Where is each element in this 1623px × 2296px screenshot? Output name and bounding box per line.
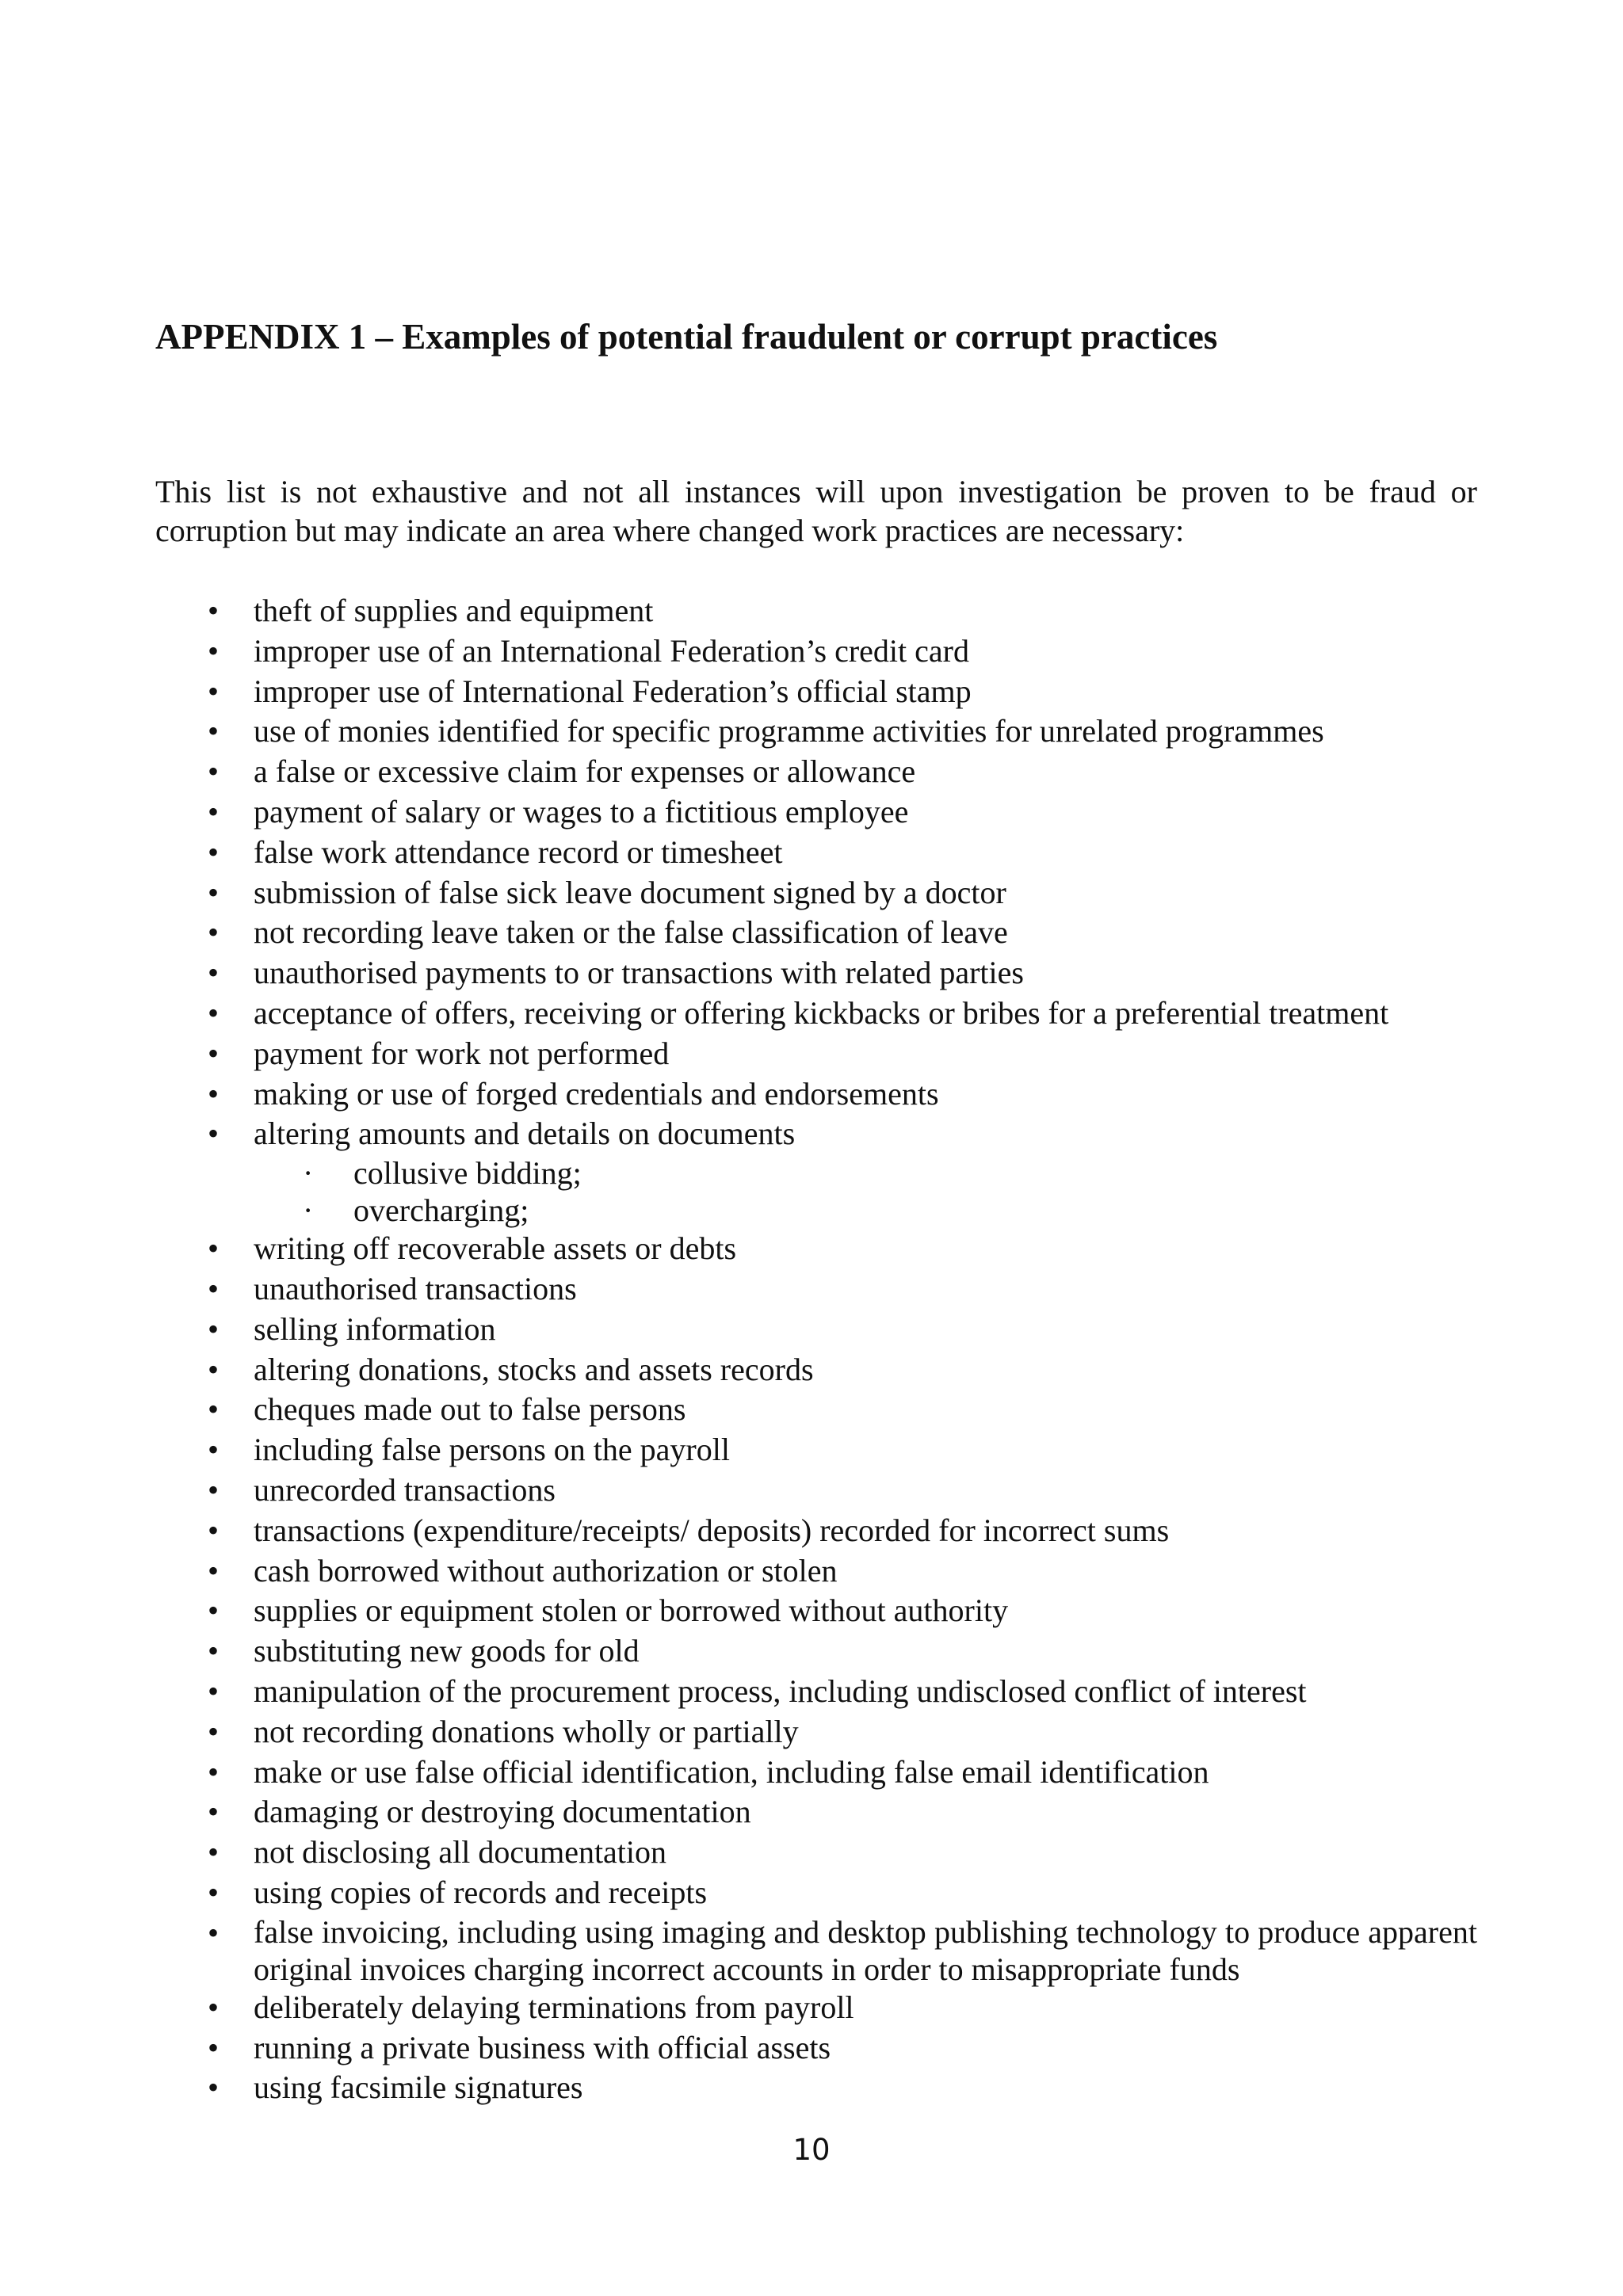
list-item: • unrecorded transactions [155,1470,1477,1511]
list-item: • selling information [155,1310,1477,1350]
intro-paragraph: This list is not exhaustive and not all instances will upon investigation be proven to be fraud or corruption but may indicate an area where changed work practices are necessary: [155,474,1477,548]
list-item: • transactions (expenditure/receipts/ deposits) recorded for incorrect sums [155,1511,1477,1551]
bullet-icon: • [208,1270,220,1306]
bullet-icon: • [208,1794,220,1830]
bullet-icon: • [208,955,220,991]
page-number: 10 [792,2133,831,2167]
bullet-icon: • [208,1592,220,1629]
bullet-icon: • [208,1753,220,1790]
list-item: • altering donations, stocks and assets records [155,1350,1477,1390]
bullet-icon: • [208,2069,220,2106]
bullet-icon: • [208,793,220,830]
list-item: • supplies or equipment stolen or borrowed without authority [155,1591,1477,1631]
bullet-icon: • [208,914,220,951]
list-item: • running a private business with official assets [155,2028,1477,2069]
list-item: • theft of supplies and equipment [155,591,1477,631]
bullet-icon: • [208,1230,220,1267]
bullet-icon: • [208,1471,220,1508]
bullet-icon: • [208,2029,220,2065]
bullet-icon: • [208,1874,220,1910]
list-item: • making or use of forged credentials and endorsements [155,1074,1477,1115]
bullet-icon: • [208,1552,220,1589]
list-item: • use of monies identified for specific programme activities for unrelated programmes [155,711,1477,752]
bullet-icon: • [208,1512,220,1548]
bullet-icon: • [208,1672,220,1709]
bullet-icon: • [208,994,220,1031]
appendix-heading: APPENDIX 1 – Examples of potential fraudulent or corrupt practices [155,317,1218,357]
list-item: • unauthorised payments to or transactions with related parties [155,953,1477,994]
list-item: • improper use of International Federation’s official stamp [155,672,1477,712]
list-item: • not disclosing all documentation [155,1833,1477,1873]
bullet-icon: • [208,1075,220,1112]
list-item: • not recording donations wholly or partially [155,1712,1477,1753]
list-item: • improper use of an International Federation’s credit card [155,631,1477,672]
bullet-icon: • [208,753,220,790]
bullet-icon: • [208,1834,220,1871]
sub-bullet-icon: · [303,1155,314,1192]
bullet-icon: • [208,1035,220,1071]
bullet-icon: • [208,1989,220,2025]
list-item: • using facsimile signatures [155,2068,1477,2108]
list-item: • manipulation of the procurement process, including undisclosed conflict of interest [155,1672,1477,1712]
sub-list-item: · collusive bidding; [303,1155,582,1192]
bullet-icon: • [208,833,220,870]
bullet-icon: • [208,593,220,628]
bullet-icon: • [208,1432,220,1468]
sub-bullet-icon: · [303,1192,314,1229]
list-item: • substituting new goods for old [155,1631,1477,1672]
list-item: • make or use false official identification, including false email identification [155,1753,1477,1793]
list-item: • altering amounts and details on documents [155,1114,1477,1154]
list-item: • deliberately delaying terminations from payroll [155,1988,1477,2028]
list-item: • submission of false sick leave document signed by a doctor [155,873,1477,913]
bullet-icon: • [208,1116,220,1152]
list-item: • damaging or destroying documentation [155,1792,1477,1833]
sub-list-item: · overcharging; [303,1192,529,1229]
list-item: • not recording leave taken or the false classification of leave [155,913,1477,953]
bullet-icon: • [208,1914,220,1951]
bullet-icon: • [208,1310,220,1347]
list-item: • false invoicing, including using imaging and desktop publishing technology to produce apparent original invoices charging incorrect accounts in order to misappropriate funds [208,1913,1477,1987]
list-item: • cash borrowed without authorization or stolen [155,1551,1477,1592]
bullet-icon: • [208,673,220,709]
list-item: • unauthorised transactions [155,1269,1477,1310]
bullet-icon: • [208,632,220,669]
bullet-icon: • [208,1633,220,1669]
list-item: • using copies of records and receipts [155,1873,1477,1913]
list-item: • payment of salary or wages to a fictitious employee [155,792,1477,833]
bullet-icon: • [208,874,220,910]
list-item: • including false persons on the payroll [155,1430,1477,1470]
bullet-icon: • [208,1351,220,1387]
list-item: • cheques made out to false persons [155,1390,1477,1430]
list-item: • writing off recoverable assets or debts [155,1229,1477,1269]
practices-list [155,591,1477,2108]
list-item: • false work attendance record or timesheet [155,833,1477,873]
bullet-icon: • [208,1713,220,1749]
list-item: • acceptance of offers, receiving or offering kickbacks or bribes for a preferential treatment [155,994,1477,1034]
bullet-icon: • [208,713,220,749]
list-item: • payment for work not performed [155,1034,1477,1074]
bullet-icon: • [208,1391,220,1428]
list-item: • a false or excessive claim for expenses or allowance [155,752,1477,792]
